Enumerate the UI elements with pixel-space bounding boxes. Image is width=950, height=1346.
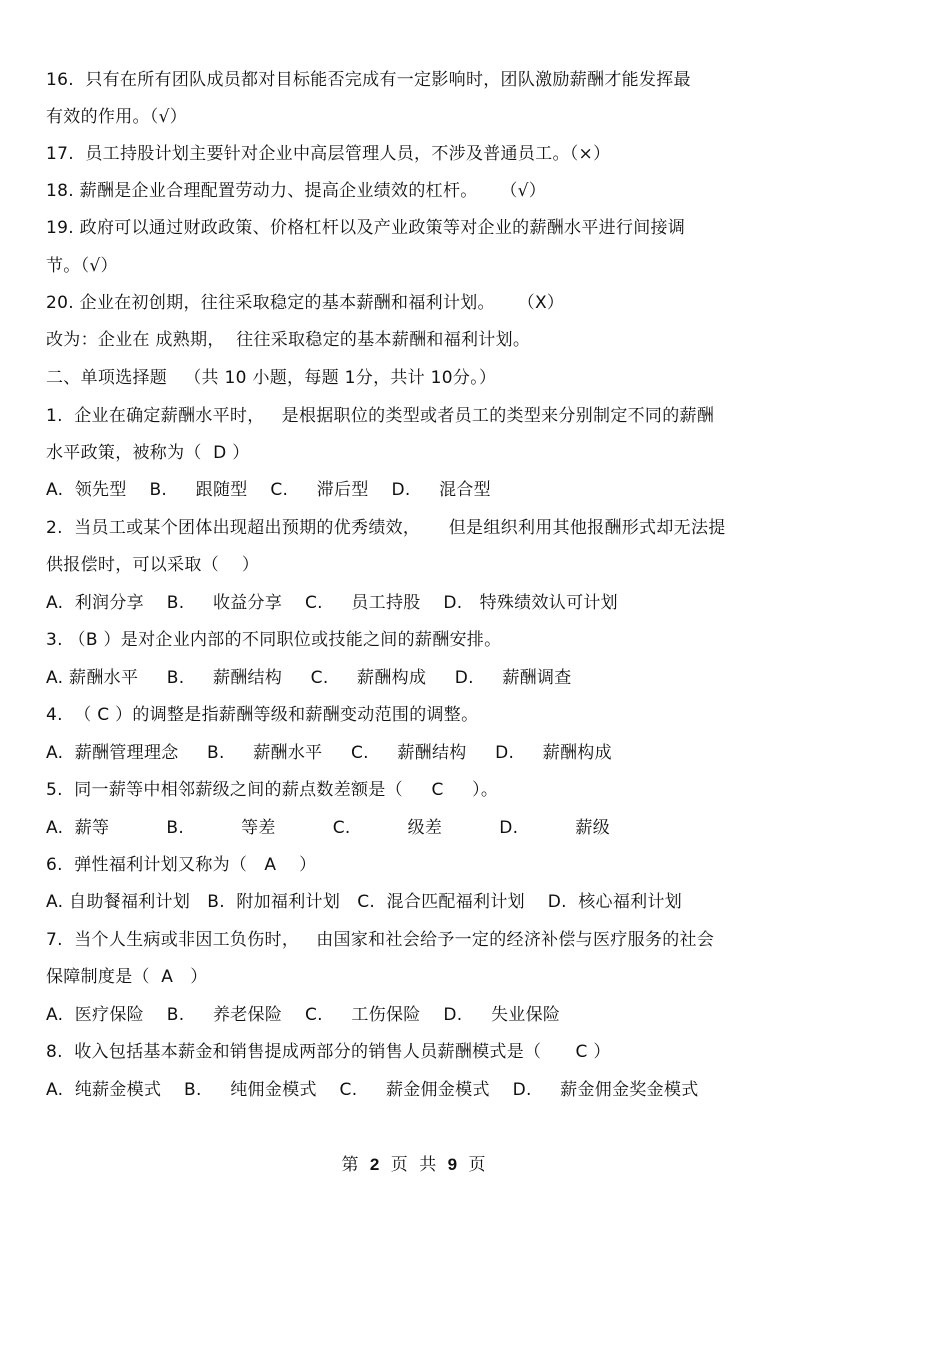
text-line-q16-b: 有效的作用。（√） [46, 107, 188, 127]
options-mc4: A. 薪酬管理理念 B. 薪酬水平 C. 薪酬结构 D. 薪酬构成 [46, 743, 612, 763]
options-mc6: A. 自助餐福利计划 B. 附加福利计划 C. 混合匹配福利计划 D. 核心福利计划 [46, 892, 683, 912]
text-line-mc7-a: 7. 当个人生病或非因工负伤时， 由国家和社会给予一定的经济补偿与医疗服务的社会 [46, 930, 715, 950]
footer-suffix: 页 [468, 1155, 489, 1175]
text-line-q16-a: 16. 只有在所有团队成员都对目标能否完成有一定影响时，团队激励薪酬才能发挥最 [46, 70, 691, 90]
options-mc8: A. 纯薪金模式 B. 纯佣金模式 C. 薪金佣金模式 D. 薪金佣金奖金模式 [46, 1080, 699, 1100]
text-line-q20: 20. 企业在初创期，往往采取稳定的基本薪酬和福利计划。 （X） [46, 293, 565, 313]
options-mc3: A. 薪酬水平 B. 薪酬结构 C. 薪酬构成 D. 薪酬调查 [46, 668, 572, 688]
text-line-q18: 18. 薪酬是企业合理配置劳动力、提高企业绩效的杠杆。 （√） [46, 181, 547, 201]
text-line-q19-a: 19. 政府可以通过财政政策、价格杠杆以及产业政策等对企业的薪酬水平进行间接调 [46, 218, 686, 238]
options-mc5: A. 薪等 B. 等差 C. 级差 D. 薪级 [46, 818, 611, 838]
text-line-mc5: 5. 同一薪等中相邻薪级之间的薪点数差额是（ C ）。 [46, 780, 499, 800]
text-line-mc6: 6. 弹性福利计划又称为（ A ） [46, 855, 317, 875]
section-heading: 二、单项选择题 （共 10 小题，每题 1分，共计 10分。） [46, 368, 497, 388]
options-mc7: A. 医疗保险 B. 养老保险 C. 工伤保险 D. 失业保险 [46, 1005, 561, 1025]
text-line-mc2-b: 供报偿时，可以采取（ ） [46, 555, 260, 575]
text-line-mc2-a: 2. 当员工或某个团体出现超出预期的优秀绩效， 但是组织利用其他报酬形式却无法提 [46, 518, 726, 538]
options-mc2: A. 利润分享 B. 收益分享 C. 员工持股 D. 特殊绩效认可计划 [46, 593, 618, 613]
text-line-mc7-b: 保障制度是（ A ） [46, 967, 208, 987]
text-line-q20-fix: 改为：企业在 成熟期， 往往采取稳定的基本薪酬和福利计划。 [46, 330, 531, 350]
total-page-number: 9 [447, 1155, 461, 1174]
text-line-mc1-a: 1. 企业在确定薪酬水平时， 是根据职位的类型或者员工的类型来分别制定不同的薪酬 [46, 406, 715, 426]
footer-middle: 页 共 [390, 1155, 440, 1175]
text-line-mc1-b: 水平政策，被称为（ D ） [46, 443, 250, 463]
text-line-mc4: 4. （ C ）的调整是指薪酬等级和薪酬变动范围的调整。 [46, 705, 479, 725]
current-page-number: 2 [369, 1155, 383, 1174]
text-line-q19-b: 节。（√） [46, 256, 118, 276]
options-mc1: A. 领先型 B. 跟随型 C. 滞后型 D. 混合型 [46, 480, 491, 500]
text-line-q17: 17. 员工持股计划主要针对企业中高层管理人员，不涉及普通员工。（×） [46, 144, 611, 164]
text-line-mc3: 3. （B ）是对企业内部的不同职位或技能之间的薪酬安排。 [46, 630, 502, 650]
footer-prefix: 第 [341, 1155, 362, 1175]
page-footer [0, 1150, 830, 1175]
text-line-mc8: 8. 收入包括基本薪金和销售提成两部分的销售人员薪酬模式是（ C ） [46, 1042, 611, 1062]
